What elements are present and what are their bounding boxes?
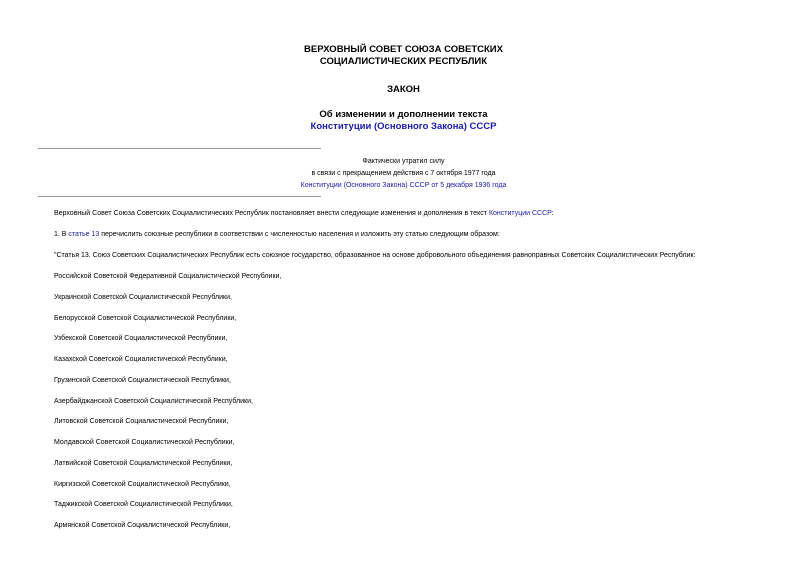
item-1-prefix: 1. В — [54, 231, 69, 238]
bottom-divider — [38, 196, 321, 197]
preamble-end: : — [551, 210, 554, 217]
republic-list-item: Грузинской Советской Социалистической Республики, — [54, 377, 231, 384]
republic-list-item: Белорусской Советской Социалистической Республики, — [54, 315, 237, 322]
item-1-text: перечислить союзные республики в соответствии с численностью населения и изложить эту статью следующим образом: — [99, 231, 500, 238]
republic-list-item: Армянской Советской Социалистической Республики, — [54, 522, 231, 529]
document-type-label: ЗАКОН — [387, 84, 420, 95]
constitution-ussr-link[interactable]: Конституции СССР — [488, 210, 552, 217]
article-13-paragraph: "Статья 13. Союз Советских Социалистических Республик есть союзное государство, образованное на основе добровольного объединения равноправных Советских Социалистических Республик: — [54, 252, 696, 259]
republic-list-item: Молдавской Советской Социалистической Республики, — [54, 439, 235, 446]
republic-list-item: Российской Советской Федеративной Социалистической Республики, — [54, 273, 282, 280]
republic-list-item: Азербайджанской Советской Социалистической Республики, — [54, 398, 253, 405]
republic-list-item: Таджикской Советской Социалистической Республики, — [54, 501, 233, 508]
republic-list-item: Киргизской Советской Социалистической Республики, — [54, 481, 231, 488]
republic-list-item: Литовской Советской Социалистической Республики, — [54, 418, 229, 425]
republic-list-item: Украинской Советской Социалистической Республики, — [54, 294, 232, 301]
republic-list-item: Латвийской Советской Социалистической Республики, — [54, 460, 233, 467]
document-type — [0, 79, 807, 97]
subject-line: Об изменении и дополнении текста — [319, 109, 488, 120]
document-subject — [0, 109, 807, 133]
article-13-link[interactable]: статье 13 — [68, 231, 100, 238]
top-divider — [38, 148, 321, 149]
status-note — [0, 156, 807, 192]
republic-list-item: Узбекской Советской Социалистической Республики, — [54, 335, 228, 342]
status-line-2: в связи с прекращением действия с 7 октября 1977 года — [311, 170, 496, 177]
constitution-link[interactable]: Конституции (Основного Закона) СССР — [310, 121, 497, 132]
preamble-text: Верховный Совет Союза Советских Социалистических Республик постановляет внести следующие изменения и дополнения в текст — [54, 210, 489, 217]
constitution-1936-link[interactable]: Конституции (Основного Закона) СССР от 5 декабря 1936 года — [300, 182, 507, 189]
republic-list-item: Казахской Советской Социалистической Республики, — [54, 356, 228, 363]
document-header — [0, 44, 807, 68]
item-1-paragraph — [54, 230, 794, 239]
status-line-1: Фактически утратил силу — [362, 158, 445, 165]
issuer-title-line-2: СОЦИАЛИСТИЧЕСКИХ РЕСПУБЛИК — [319, 56, 488, 67]
preamble-paragraph — [54, 209, 794, 218]
issuer-title-line-1: ВЕРХОВНЫЙ СОВЕТ СОЮЗА СОВЕТСКИХ — [304, 44, 503, 55]
